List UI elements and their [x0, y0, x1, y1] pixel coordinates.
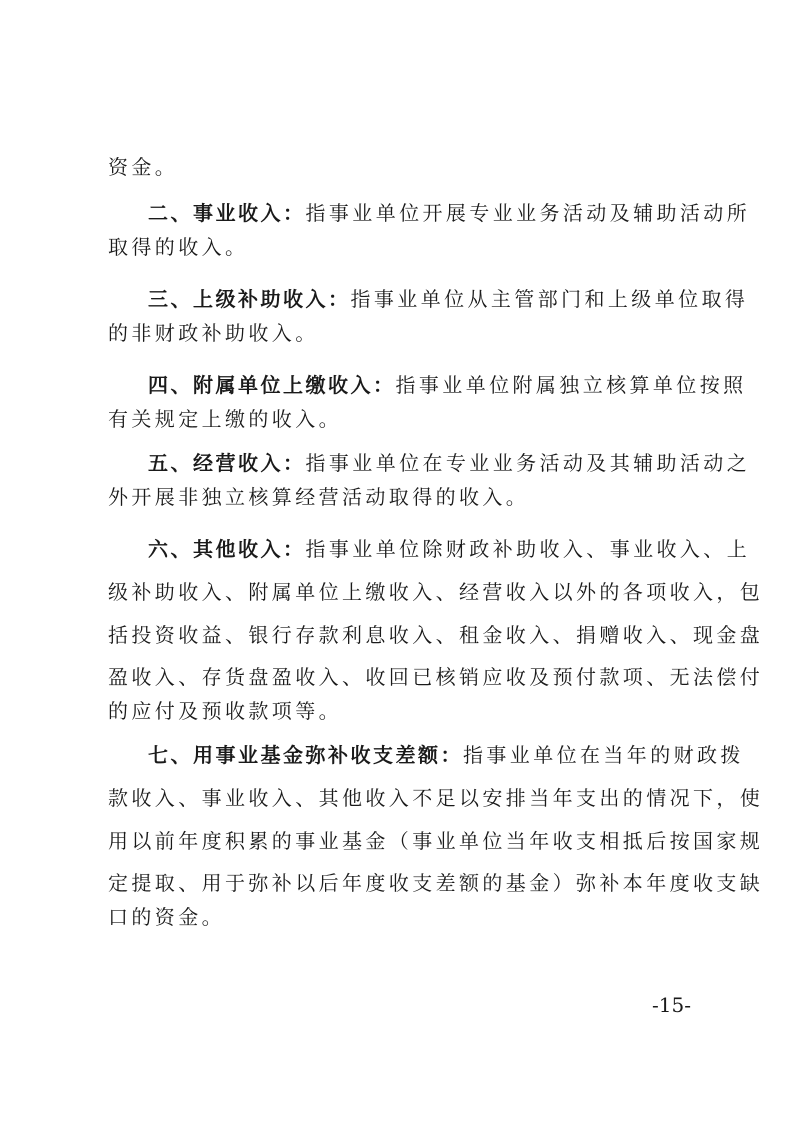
- section-heading: 六、其他收入：: [148, 537, 306, 561]
- paragraph-text: 指事业单位开展专业业务活动及辅助活动所: [305, 201, 751, 225]
- paragraph-6-line-4: [108, 662, 793, 692]
- paragraph-text: 的非财政补助收入。: [108, 321, 319, 345]
- paragraph-6-line-2: [108, 577, 793, 607]
- section-heading: 五、经营收入：: [148, 451, 306, 475]
- paragraph-text: 的应付及预收款项等。: [108, 699, 342, 723]
- paragraph-6-line-1: [148, 534, 793, 564]
- paragraph-7-line-5: [108, 902, 793, 932]
- paragraph-5-line-2: [108, 482, 793, 512]
- paragraph-text: 资金。: [108, 155, 179, 179]
- paragraph-7-line-3: [108, 826, 793, 856]
- paragraph-text: 口的资金。: [108, 905, 225, 929]
- paragraph-2-line-2: [108, 232, 793, 262]
- paragraph-text: 指事业单位除财政补助收入、事业收入、上: [305, 537, 751, 561]
- paragraph-7-line-2: [108, 783, 793, 813]
- paragraph-7-line-4: [108, 868, 793, 898]
- paragraph-4-line-2: [108, 404, 793, 434]
- paragraph-text: 指事业单位从主管部门和上级单位取得: [350, 287, 749, 311]
- paragraph-text: 取得的收入。: [108, 235, 249, 259]
- section-heading: 三、上级补助收入：: [148, 287, 351, 311]
- paragraph-text: 定提取、用于弥补以后年度收支差额的基金）弥补本年度收支缺: [108, 871, 764, 895]
- paragraph-2-line-1: [148, 198, 793, 228]
- paragraph-text: 有关规定上缴的收入。: [108, 407, 342, 431]
- paragraph-3-line-1: [148, 284, 793, 314]
- paragraph-text: 级补助收入、附属单位上缴收入、经营收入以外的各项收入，包: [108, 580, 764, 604]
- paragraph-text: 款收入、事业收入、其他收入不足以安排当年支出的情况下，使: [108, 786, 764, 810]
- section-heading: 四、附属单位上缴收入：: [148, 373, 396, 397]
- page-number: -15-: [652, 993, 691, 1017]
- paragraph-text: 指事业单位附属独立核算单位按照: [395, 373, 747, 397]
- paragraph-text: 括投资收益、银行存款利息收入、租金收入、捐赠收入、现金盘: [108, 623, 764, 647]
- paragraph-4-line-1: [148, 370, 793, 400]
- paragraph-text: 指事业单位在当年的财政拨: [463, 743, 744, 767]
- paragraph-3-line-2: [108, 318, 793, 348]
- text-line: [108, 152, 793, 182]
- paragraph-6-line-5: [108, 696, 793, 726]
- paragraph-7-line-1: [148, 740, 793, 770]
- section-heading: 七、用事业基金弥补收支差额：: [148, 743, 463, 767]
- paragraph-text: 盈收入、存货盘盈收入、收回已核销应收及预付款项、无法偿付: [108, 665, 764, 689]
- paragraph-6-line-3: [108, 620, 793, 650]
- paragraph-text: 指事业单位在专业业务活动及其辅助活动之: [305, 451, 751, 475]
- section-heading: 二、事业收入：: [148, 201, 306, 225]
- paragraph-5-line-1: [148, 448, 793, 478]
- paragraph-text: 用以前年度积累的事业基金（事业单位当年收支相抵后按国家规: [108, 829, 764, 853]
- paragraph-text: 外开展非独立核算经营活动取得的收入。: [108, 485, 530, 509]
